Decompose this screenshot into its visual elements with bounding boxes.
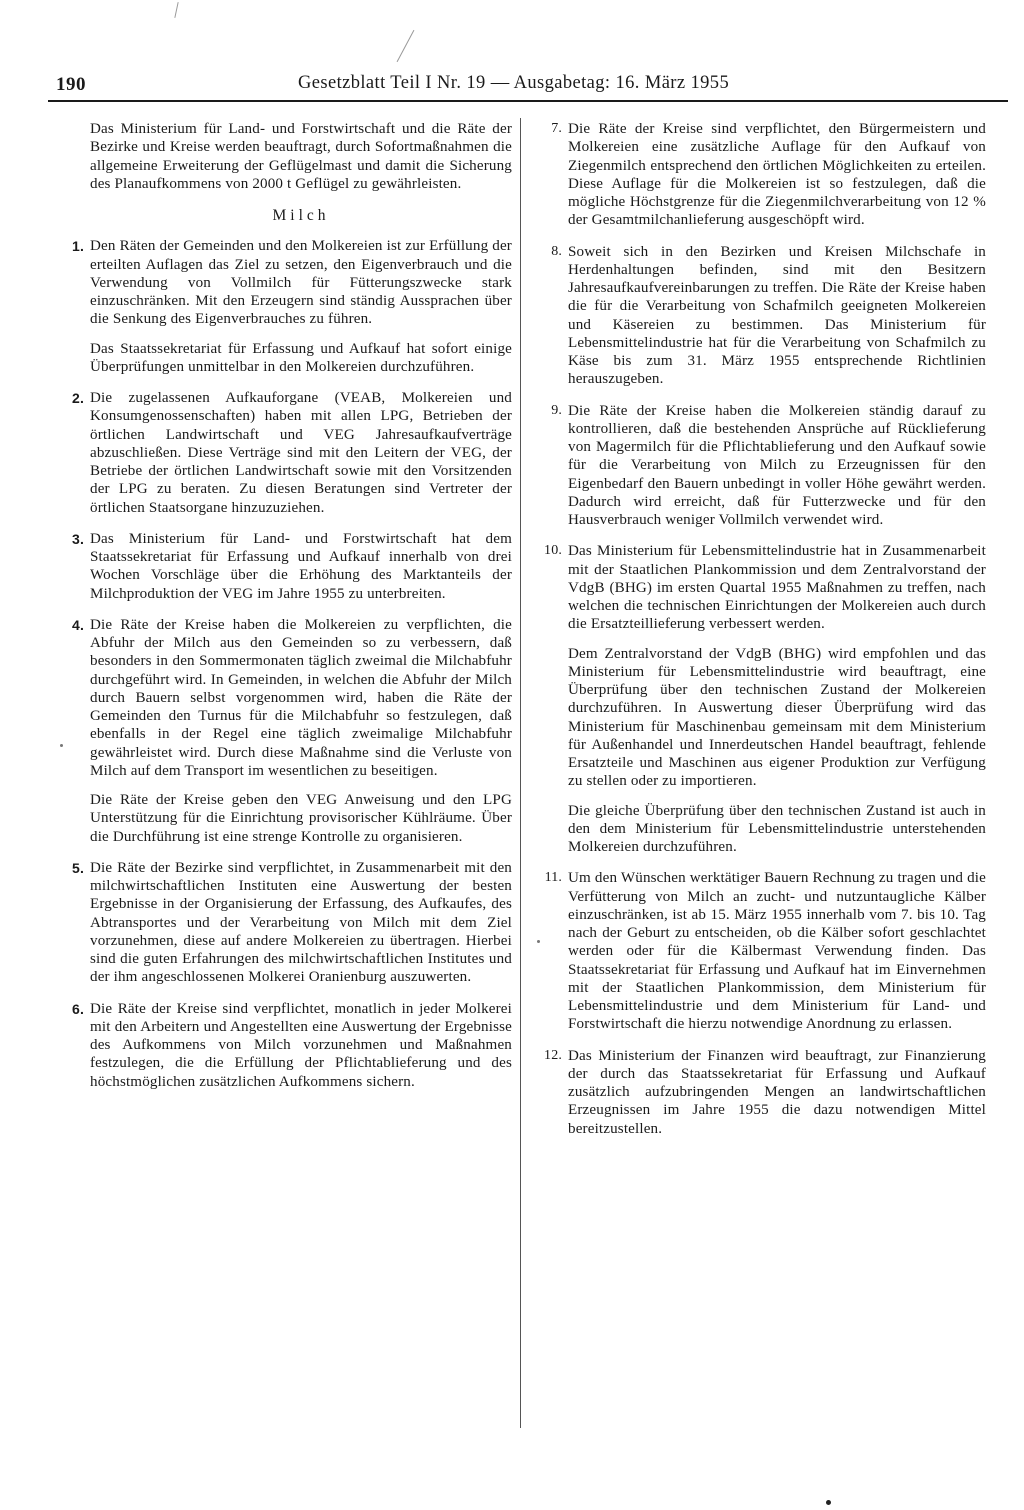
paragraph-number: 12. xyxy=(544,1047,562,1063)
paragraph-text: Das Ministerium für Lebensmittelindustrie hat in Zusammenarbeit mit der Staatlichen Plankommission und dem Zentralvorstand der VdgB (BHG) im ersten Quartal 1955 Maßnahmen zu treffen, nach welchen die technischen Einrichtungen der Molkereien auch durch die Ersatzteillieferung verbessert werden. xyxy=(568,543,986,633)
numbered-paragraph xyxy=(72,859,512,987)
numbered-paragraph xyxy=(544,1047,986,1138)
scan-speck xyxy=(60,744,63,747)
paragraph-text: Die zugelassenen Aufkauforgane (VEAB, Molkereien und Konsumgenossenschaften) haben mit allen LPG, Betrieben der örtlichen Landwirtschaft und VEG Jahresaufkaufverträge abzuschließen. Diese Verträge sind mit den Leitern der VEG, der Betriebe der örtlichen Landwirtschaft sowie mit den Vorsitzenden der LPG zu beraten. Zu diesen Beratungen sind Vertreter der örtlichen Staatsorgane hinzuzuziehen. xyxy=(90,390,512,516)
paragraph-text: Das Ministerium der Finanzen wird beauftragt, zur Finanzierung der durch das Staatssekretariat für Erfassung und Aufkauf zusätzlich aufzubringenden Mengen an landwirtschaftlichen Erzeugnissen im Jahre 1955 die dazu notwendigen Mittel bereitzustellen. xyxy=(568,1047,986,1137)
paragraph-number: 10. xyxy=(544,543,562,559)
scan-scratch xyxy=(397,30,415,62)
scan-speck xyxy=(537,940,540,943)
left-column xyxy=(72,120,512,1104)
paragraph-number: 11. xyxy=(544,870,562,886)
numbered-paragraph xyxy=(544,542,986,856)
numbered-paragraph xyxy=(544,869,986,1033)
paragraph-text: Um den Wünschen werktätiger Bauern Rechnung zu tragen und die Verfütterung von Milch an zucht- und nutzuntaugliche Kälber einzuschränken, ist ab 15. März 1955 innerhalb vom 7. bis 10. Tag nach der Geburt zu entscheiden, ob die Kälber sofort geschlachtet werden oder für die Kälbermast Verwendung finden. Das Staatssekretariat für Erfassung und Aufkauf hat im Einvernehmen mit der Staatlichen Plankommission, dem Ministerium für Lebensmittelindustrie und dem Ministerium für Land- und Forstwirtschaft die hierzu notwendige Anordnung zu erlassen. xyxy=(568,870,986,1033)
paragraph-number: 1. xyxy=(72,238,84,255)
numbered-paragraph xyxy=(72,616,512,846)
section-heading: Milch xyxy=(272,207,330,224)
page-number: 190 xyxy=(56,74,86,95)
paragraph-text: Den Räten der Gemeinden und den Molkereien ist zur Erfüllung der erteilten Auflagen das Ziel zu setzen, den Eigenverbrauch und die Verwendung von Vollmilch für Fütterungszwecke stark einzuschränken. Mit den Erzeugern sind ständig Aussprachen über die Senkung des Eigenverbrauches zu führen. xyxy=(90,238,512,328)
page-header-title: Gesetzblatt Teil I Nr. 19 — Ausgabetag: 16. März 1955 xyxy=(298,73,730,93)
numbered-paragraph xyxy=(72,237,512,376)
scan-speck xyxy=(826,1500,831,1505)
intro-paragraph: Das Ministerium für Land- und Forstwirtschaft und die Räte der Bezirke und Kreise werden beauftragt, durch Sofortmaßnahmen die allgemeine Erweiterung der Geflügelmast und damit die Sicherung des Planaufkommens von 2000 t Geflügel zu gewährleisten. xyxy=(90,121,512,192)
column-divider xyxy=(520,118,521,1428)
paragraph-number: 2. xyxy=(72,390,84,406)
paragraph-text: Die Räte der Kreise geben den VEG Anweisung und den LPG Unterstützung für die Einrichtung provisorischer Kühlräume. Über die Durchführung ist eine strenge Kontrolle zu organisieren. xyxy=(90,792,512,845)
paragraph-number: 5. xyxy=(72,859,84,876)
scan-scratch xyxy=(174,2,178,18)
numbered-paragraph xyxy=(72,389,512,517)
numbered-paragraph xyxy=(551,402,986,530)
paragraph-text: Die gleiche Überprüfung über den technischen Zustand ist auch in den dem Ministerium für Lebensmittelindustrie unterstehenden Molkereien durchzuführen. xyxy=(568,802,986,855)
paragraph-text: Soweit sich in den Bezirken und Kreisen Milchschafe in Herdenhaltungen befinden, sind mit den Besitzern Jahresaufkaufvereinbarungen zu treffen. Die Räte der Kreise haben die für die Verarbeitung von Schafmilch geeigneten Molkereien und Käsereien zu bestimmen. Das Ministerium für Lebensmittelindustrie hat für die Verarbeitung von Schafmilch zu Käse bis zum 31. März 1955 entsprechende Richtlinien herauszugeben. xyxy=(568,243,986,388)
paragraph-text: Die Räte der Kreise sind verpflichtet, den Bürgermeistern und Molkereien eine zusätzliche Auflage für den Aufkauf von Ziegenmilch entsprechend den örtlichen Möglichkeiten zu erteilen. Diese Auflage für die Molkereien ist so festzulegen, daß die mögliche Höchstgrenze für die Ziegenmilchverarbeitung von 12 % der Gesamtmilchanlieferung ausgeschöpft wird. xyxy=(568,121,986,229)
paragraph-text: Die Räte der Kreise haben die Molkereien zu verpflichten, die Abfuhr der Milch aus den Gemeinden so zu verbessern, daß besonders in den Sommermonaten täglich zweimal die Milchabfuhr durchgeführt wird. In Gemeinden, in welchen die Abfuhr der Milch durch Bauern selbst vorgenommen wird, haben die Räte der Gemeinden den Turnus für die Milchabfuhr so festzulegen, daß ebenfalls in der Regel eine täglich zweimalige Milchabfuhr gewährleistet wird. Durch diese Maßnahme sind die Verluste von Milch auf dem Transport im wesentlichen zu beseitigen. xyxy=(90,616,512,779)
numbered-paragraph xyxy=(551,120,986,230)
paragraph-text: Die Räte der Bezirke sind verpflichtet, in Zusammenarbeit mit den milchwirtschaftlichen Instituten eine Auswertung der besten Ergebnisse in der Organisierung der Erfassung, des Aufkaufes, des Abtransportes und der Verarbeitung von Milch mit dem Ziel vorzunehmen, diese auf andere Molkereien zu übertragen. Hierbei sind die guten Erfahrungen des milchwirtschaftlichen Institutes und der ihm angeschlossenen Molkerei Oranienburg auszuwerten. xyxy=(90,859,512,986)
paragraph-text: Die Räte der Kreise haben die Molkereien ständig darauf zu kontrollieren, daß die bestehenden Ansprüche auf Rücklieferung von Magermilch für die Pflichtablieferung und den Aufkauf sowie für die Verarbeitung von Milch zu Erzeugnissen für den Eigenbedarf den Bauern unbedingt in voller Höhe gewährt werden. Dadurch wird erreicht, daß für Futterzwecke und für den Hausverbrauch weniger Vollmilch verwendet wird. xyxy=(568,402,986,528)
paragraph-number: 4. xyxy=(72,616,84,633)
header-divider xyxy=(48,100,1008,102)
numbered-paragraph xyxy=(72,1000,512,1091)
right-column xyxy=(544,120,986,1151)
paragraph-number: 6. xyxy=(72,1000,84,1017)
paragraph-number: 3. xyxy=(72,530,84,547)
paragraph-number: 8. xyxy=(551,243,562,259)
paragraph-number: 7. xyxy=(551,121,562,136)
paragraph-number: 9. xyxy=(551,402,562,418)
paragraph-text: Das Staatssekretariat für Erfassung und Aufkauf hat sofort einige Überprüfungen unmittelbar in den Molkereien durchzuführen. xyxy=(90,340,512,375)
numbered-paragraph xyxy=(551,243,986,389)
paragraph-text: Das Ministerium für Land- und Forstwirtschaft hat dem Staatssekretariat für Erfassung und Aufkauf innerhalb von drei Wochen Vorschläge über die Erhöhung des Marktanteils der Milchproduktion der VEG im Jahre 1955 zu unterbreiten. xyxy=(90,530,512,602)
numbered-paragraph xyxy=(72,530,512,603)
paragraph-text: Dem Zentralvorstand der VdgB (BHG) wird empfohlen und das Ministerium für Lebensmittelindustrie wird beauftragt, eine Überprüfung über den technischen Zustand der Molkereien durchzuführen. In Auswertung dieser Überprüfung wird das Ministerium für Maschinenbau gemeinsam mit dem Ministerium für Außenhandel und Innerdeutschen Handel beauftragt, fehlende Ersatzteile und Maschinen aus eigener Produktion zur Verfügung zu stellen oder zu importieren. xyxy=(568,645,986,790)
paragraph-text: Die Räte der Kreise sind verpflichtet, monatlich in jeder Molkerei mit den Arbeitern und Angestellten eine Auswertung der Ergebnisse des Aufkommens von Milch vorzunehmen und Maßnahmen festzulegen, die die Erfüllung der Pflichtablieferung und des höchstmöglichen zusätzlichen Aufkommens sichern. xyxy=(90,1000,512,1090)
